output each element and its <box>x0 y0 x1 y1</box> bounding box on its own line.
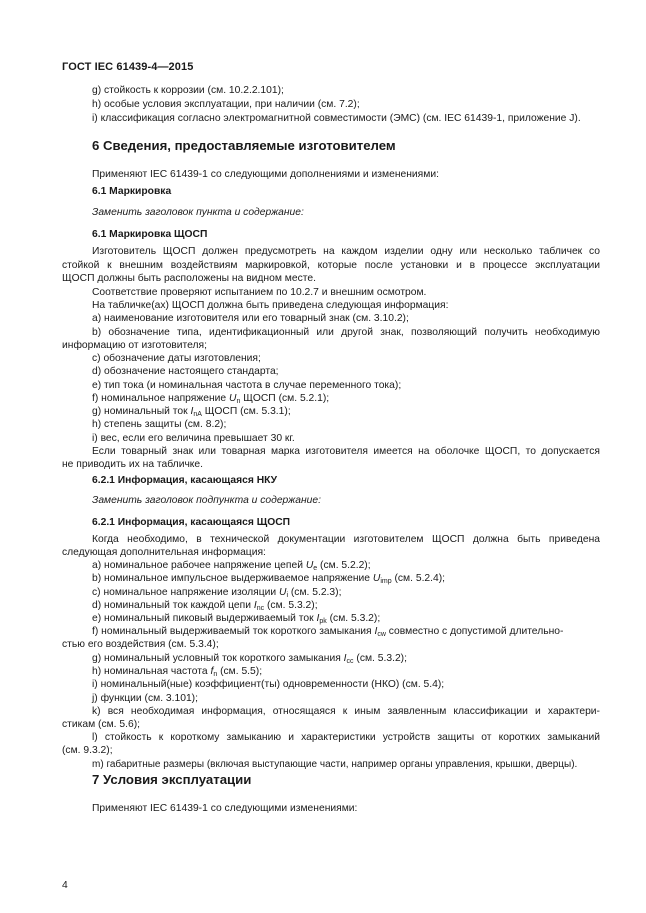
list-item: d) номинальный ток каждой цепи $I_{nc}$ (см. 5.3.2); <box>92 600 318 612</box>
paragraph-line: не приводить их на табличке. <box>62 459 204 470</box>
list-item: b) обозначение типа, идентификационный или другой знак, позволяющий получить необходимую <box>92 327 600 338</box>
paragraph-line: ЩОСП должны быть расположены на видном месте. <box>62 273 316 284</box>
section-6-heading: 6 Сведения, предоставляемые изготовителем <box>92 138 396 153</box>
section-7-heading: 7 Условия эксплуатации <box>92 772 252 787</box>
list-item: l) стойкость к короткому замыканию и характеристики устройств защиты от коротких замыканий <box>92 732 600 743</box>
list-item: h) номинальная частота $f_n$ (см. 5.5); <box>92 666 263 678</box>
list-item: d) обозначение настоящего стандарта; <box>92 366 279 377</box>
paragraph-line: Изготовитель ЩОСП должен предусмотреть на каждом изделии одну или несколько табличек со <box>92 246 600 257</box>
amendment-instruction: Заменить заголовок подпункта и содержание: <box>92 495 321 506</box>
paragraph-line: Когда необходимо, в технической документации изготовителем ЩОСП должна быть приведена <box>92 534 600 545</box>
list-item: b) номинальное импульсное выдерживаемое напряжение $U_{imp}$ (см. 5.2.4); <box>92 573 446 585</box>
list-item: a) наименование изготовителя или его товарный знак (см. 3.10.2); <box>92 313 409 324</box>
list-item: k) вся необходимая информация, относящаяся к иным заявленным классификации и характери- <box>92 706 600 717</box>
list-item-continuation: стью его воздействия (см. 5.3.4); <box>62 639 219 650</box>
list-item: f) номинальное напряжение $U_n$ ЩОСП (см. 5.2.1); <box>92 393 330 405</box>
list-item: i) номинальный(ные) коэффициент(ты) одновременности (НКО) (см. 5.4); <box>92 679 445 690</box>
list-item: m) габаритные размеры (включая выступающие части, например органы управления, крышки, дверцы). <box>92 759 578 770</box>
subsection-6-2-1-new-heading: 6.2.1 Информация, касающаяся ЩОСП <box>92 517 291 528</box>
list-item: i) классификация согласно электромагнитной совместимости (ЭМС) (см. IEC 61439-1, приложение J). <box>92 113 581 124</box>
list-item: g) номинальный ток $I_{nA}$ ЩОСП (см. 5.3.1); <box>92 406 291 418</box>
list-item: g) стойкость к коррозии (см. 10.2.2.101); <box>92 85 284 96</box>
paragraph: Применяют IEC 61439-1 со следующими изменениями: <box>92 803 358 814</box>
amendment-instruction: Заменить заголовок пункта и содержание: <box>92 207 304 218</box>
list-item: h) особые условия эксплуатации, при наличии (см. 7.2); <box>92 99 360 110</box>
paragraph: Соответствие проверяют испытанием по 10.2.7 и внешним осмотром. <box>92 287 427 298</box>
list-item: f) номинальный выдерживаемый ток короткого замыкания $I_{cw}$ совместно с допустимой длительно- <box>92 626 564 638</box>
list-item: e) тип тока (и номинальная частота в случае переменного тока); <box>92 380 402 391</box>
document-header: ГОСТ IEC 61439-4—2015 <box>62 61 194 73</box>
list-item: c) номинальное напряжение изоляции $U_i$ (см. 5.2.3); <box>92 587 342 599</box>
list-item: c) обозначение даты изготовления; <box>92 353 261 364</box>
list-item: e) номинальный пиковый выдерживаемый ток $I_{pk}$ (см. 5.3.2); <box>92 613 381 625</box>
subsection-6-1-heading: 6.1 Маркировка <box>92 186 172 197</box>
paragraph: Применяют IEC 61439-1 со следующими дополнениями и изменениями: <box>92 169 439 180</box>
subsection-6-1-new-heading: 6.1 Маркировка ЩОСП <box>92 229 208 240</box>
page-number: 4 <box>62 880 68 891</box>
list-item-continuation: стикам (см. 5.6); <box>62 719 140 730</box>
paragraph-line: Если товарный знак или товарная марка изготовителя имеется на оболочке ЩОСП, то допускается <box>92 446 600 457</box>
list-item: j) функции (см. 3.101); <box>92 693 198 704</box>
list-item-continuation: информацию от изготовителя; <box>62 340 207 351</box>
paragraph: На табличке(ах) ЩОСП должна быть приведена следующая информация: <box>92 300 449 311</box>
subsection-6-2-1-heading: 6.2.1 Информация, касающаяся НКУ <box>92 475 278 486</box>
list-item-continuation: (см. 9.3.2); <box>62 745 113 756</box>
list-item: a) номинальное рабочее напряжение цепей $U_e$ (см. 5.2.2); <box>92 560 371 572</box>
list-item: g) номинальный условный ток короткого замыкания $I_{cc}$ (см. 5.3.2); <box>92 653 407 665</box>
list-item: h) степень защиты (см. 8.2); <box>92 419 227 430</box>
list-item: i) вес, если его величина превышает 30 кг. <box>92 433 295 444</box>
paragraph-line: стойкой к внешним воздействиям маркировкой, которые после установки и в процессе эксплуатации <box>62 260 600 271</box>
paragraph-line: следующая дополнительная информация: <box>62 547 266 558</box>
